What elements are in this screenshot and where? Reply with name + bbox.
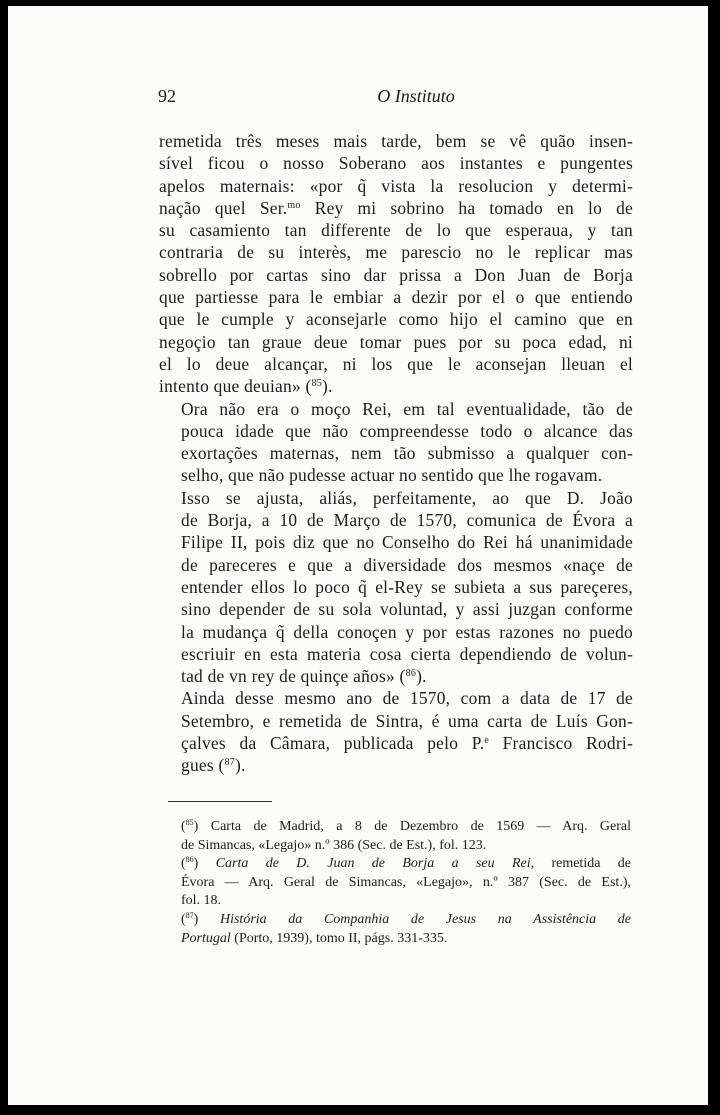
- paragraph-1: [159, 130, 633, 398]
- text-fragment: gues (: [181, 755, 225, 776]
- text-line: sino depender de su sola voluntad, y assi juzgan conforme: [181, 599, 633, 620]
- text-line: fol. 18.: [181, 893, 222, 909]
- text-fragment: tad de vn rey de quinçe años» (: [181, 666, 406, 687]
- text-line: Ora não era o moço Rei, em tal eventualidade, tão de: [181, 398, 633, 419]
- book-page: [8, 6, 708, 1105]
- text-line: [159, 818, 631, 837]
- text-fragment: Portugal: [181, 930, 231, 946]
- text-fragment: ).: [322, 376, 333, 397]
- footnote-marker: ($^{87}$): [181, 910, 220, 927]
- text-line: que partiesse para le embiar a dezir por el o que entiendo: [159, 287, 633, 308]
- paragraph-2: [159, 398, 633, 487]
- text-line: [159, 855, 631, 874]
- text-line: [159, 754, 633, 776]
- text-fragment: çalves da Câmara, publicada pelo P.: [181, 733, 485, 754]
- note-reference: 85: [311, 378, 323, 390]
- text-fragment: Francisco Rodri-: [489, 733, 633, 754]
- text-fragment: Carta de Madrid, a 8 de Dezembro de 1569 — Arq. Geral: [210, 819, 631, 834]
- text-line: [159, 911, 631, 930]
- text-fragment: História da Companhia de Jesus na Assistência de: [219, 911, 631, 927]
- text-line: negoçio tan graue deue tomar pues por su poca edad, ni: [159, 331, 633, 352]
- running-title: O Instituto: [377, 86, 455, 106]
- footnote-marker: ($^{85}$): [181, 818, 211, 834]
- text-line: de Borja, a 10 de Março de 1570, comunica de Évora a: [181, 510, 633, 531]
- text-line: [159, 665, 633, 687]
- text-line: selho, que não pudesse actuar no sentido que lhe rogavam.: [181, 465, 603, 486]
- text-line: de pareceres e que a diversidade dos mesmos «naçe de: [181, 554, 633, 575]
- footnotes: [159, 818, 631, 948]
- page-number: 92: [158, 86, 176, 106]
- text-line: sobrello por cartas sino dar prissa a Don Juan de Borja: [159, 264, 633, 285]
- text-line: que le cumple y aconsejarle como hijo el camino que en: [159, 309, 633, 330]
- text-line: Ainda desse mesmo ano de 1570, com a data de 17 de: [181, 688, 633, 709]
- superscript: mo: [287, 199, 301, 211]
- text-line: entender ellos lo poco q̃ el-Rey se subieta a sus pareçeres,: [181, 576, 633, 597]
- text-line: Setembro, e remetida de Sintra, é uma carta de Luís Gon-: [181, 710, 633, 731]
- text-line: su casamiento tan differente de lo que esperaua, y tan: [159, 220, 633, 241]
- text-line: la mudança q̃ della conoçen y por estas razones no puedo: [181, 621, 633, 642]
- text-line: [159, 375, 633, 397]
- text-fragment: intento que deuian» (: [159, 376, 312, 397]
- text-fragment: remetida de: [534, 856, 631, 872]
- footnote-marker: ($^{86}$): [181, 855, 216, 872]
- paragraph-3: [159, 487, 633, 688]
- text-line: escriuir en esta materia cosa cierta dependiendo de volun-: [181, 643, 633, 664]
- text-line: pouca idade que não compreendesse todo o alcance das: [181, 420, 633, 441]
- body-text: [159, 130, 633, 777]
- footnote-85: [159, 818, 631, 855]
- note-reference: 87: [224, 757, 236, 769]
- footnote-separator: [168, 801, 272, 802]
- text-line: contraria de su interès, me parescio no le replicar mas: [159, 242, 633, 263]
- text-line: Filipe II, pois diz que no Conselho do Rei há unanimidade: [181, 532, 633, 553]
- text-line: Évora — Arq. Geral de Simancas, «Legajo», n.º 387 (Sec. de Est.),: [181, 874, 631, 890]
- text-line: el lo deue alcançar, ni los que le aconsejan lleuan el: [159, 353, 633, 374]
- text-fragment: ).: [416, 666, 427, 687]
- footnote-number: 86: [185, 855, 194, 865]
- text-line: Isso se ajusta, aliás, perfeitamente, ao que D. João: [181, 487, 633, 508]
- footnote-86: [159, 855, 631, 911]
- text-line: exortações maternas, nem tão submisso a qualquer con-: [181, 443, 633, 464]
- text-line: remetida três meses mais tarde, bem se vê quão insen-: [159, 131, 633, 151]
- footnote-number: 87: [185, 910, 194, 920]
- note-reference: 86: [405, 668, 417, 680]
- text-line: apelos maternais: «por q̃ vista la resolucion y determi-: [159, 175, 633, 196]
- page-header: [158, 86, 634, 110]
- text-line: [159, 732, 633, 754]
- paragraph-4: [159, 687, 633, 776]
- text-line: de Simancas, «Legajo» n.º 386 (Sec. de Est.), fol. 123.: [181, 837, 487, 853]
- footnote-number: 85: [185, 818, 194, 827]
- footnote-87: [159, 911, 631, 948]
- text-line: sível ficou o nosso Soberano aos instantes e pungentes: [159, 153, 633, 174]
- superscript: e: [484, 735, 490, 747]
- text-fragment: Carta de D. Juan de Borja a seu Rei,: [215, 856, 535, 872]
- text-fragment: Rey mi sobrino ha tomado en lo de: [300, 197, 633, 218]
- text-line: [159, 930, 631, 949]
- text-fragment: ).: [235, 755, 246, 776]
- text-line: [159, 197, 633, 219]
- text-fragment: (Porto, 1939), tomo II, págs. 331-335.: [230, 930, 448, 946]
- text-fragment: nação quel Ser.: [159, 197, 288, 218]
